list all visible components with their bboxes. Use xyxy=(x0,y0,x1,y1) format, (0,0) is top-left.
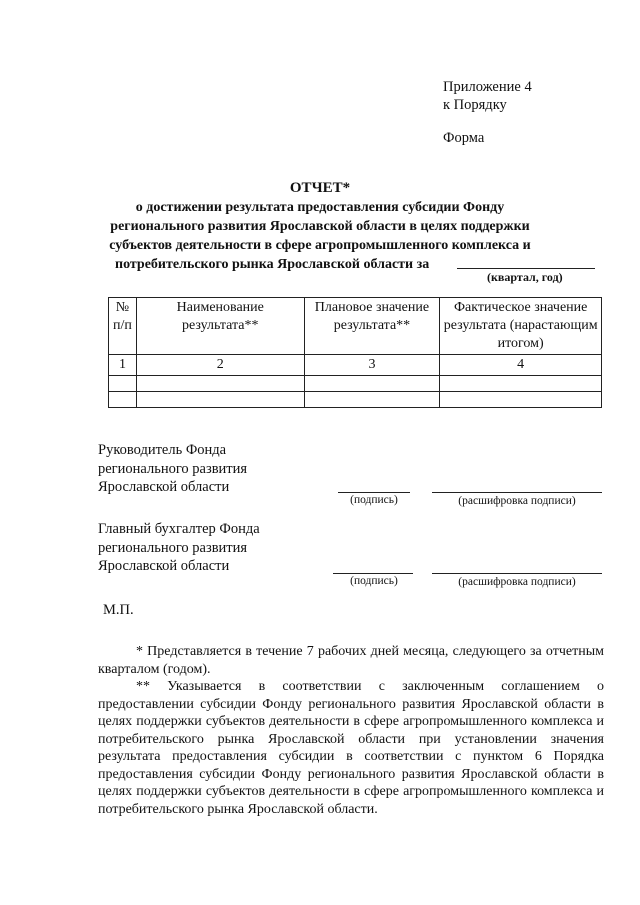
table-row xyxy=(109,392,602,408)
table-number-row xyxy=(109,355,602,376)
head-signature-caption: (подпись) xyxy=(350,494,398,506)
head-line-3: Ярославской области xyxy=(98,479,230,495)
report-subtitle xyxy=(0,198,640,255)
header-planned: Плановое значение результата** xyxy=(304,298,440,355)
head-signature-line xyxy=(338,492,410,493)
accountant-signatory xyxy=(98,520,260,576)
table-cell xyxy=(440,376,602,392)
head-line-2: регионального развития xyxy=(98,460,248,477)
accountant-line-1: Главный бухгалтер Фонда xyxy=(98,521,260,537)
period-caption: (квартал, год) xyxy=(487,270,563,284)
table-header-row xyxy=(109,298,602,355)
col-number-4: 4 xyxy=(440,355,602,376)
col-number-3: 3 xyxy=(304,355,440,376)
table-cell xyxy=(109,392,137,408)
table-cell xyxy=(440,392,602,408)
table-cell xyxy=(109,376,137,392)
header-actual: Фактическое значение результата (нарастающим итогом) xyxy=(440,298,602,355)
accountant-signature-caption: (подпись) xyxy=(350,575,398,587)
head-decoding-line xyxy=(432,492,602,493)
table-cell xyxy=(136,376,304,392)
accountant-decoding-caption: (расшифровка подписи) xyxy=(458,576,576,588)
appendix-label: Приложение 4 xyxy=(443,79,532,95)
head-signatory xyxy=(98,441,247,497)
accountant-line-3: Ярославской области xyxy=(98,558,230,574)
table-cell xyxy=(304,392,440,408)
subtitle-line-4: потребительского рынка Ярославской области за xyxy=(115,257,430,272)
col-number-1: 1 xyxy=(109,355,137,376)
order-reference: к Порядку xyxy=(443,97,507,113)
header-name: Наименование результата** xyxy=(136,298,304,355)
subtitle-line-3: субъектов деятельности в сфере агропромышленного комплекса и xyxy=(109,238,531,253)
subtitle-line-1: о достижении результата предоставления субсидии Фонду xyxy=(135,200,505,215)
header-number: № п/п xyxy=(109,298,137,355)
col-number-2: 2 xyxy=(136,355,304,376)
form-label: Форма xyxy=(443,130,485,146)
period-blank-line xyxy=(457,268,595,269)
subtitle-line-2: регионального развития Ярославской области в целях поддержки xyxy=(110,219,530,234)
footnote-1: * Представляется в течение 7 рабочих дней месяца, следующего за отчетным кварталом (годом). xyxy=(98,644,604,677)
results-table xyxy=(108,297,602,408)
accountant-signature-line xyxy=(333,573,413,574)
accountant-decoding-line xyxy=(432,573,602,574)
footnote-2: ** Указывается в соответствии с заключенным соглашением о предоставлении субсидии Фонду регионального развития Ярославской области в целях поддержки субъектов деятельности в сфере агропромышленного комплекса и потребительского рынка Ярославской области при установлении значения результата предоставления субсидии в соответствии с пунктом 6 Порядка предоставления субсидии Фонду регионального развития Ярославской области в целях поддержки субъектов деятельности в сфере агропромышленного комплекса и потребительского рынка Ярославской области. xyxy=(98,679,604,817)
head-line-1: Руководитель Фонда xyxy=(98,442,227,458)
table-row xyxy=(109,376,602,392)
head-decoding-caption: (расшифровка подписи) xyxy=(458,495,576,507)
table-cell xyxy=(136,392,304,408)
accountant-line-2: регионального развития xyxy=(98,539,248,556)
stamp-placeholder: М.П. xyxy=(103,602,134,618)
report-title: ОТЧЕТ* xyxy=(289,180,351,196)
table-cell xyxy=(304,376,440,392)
